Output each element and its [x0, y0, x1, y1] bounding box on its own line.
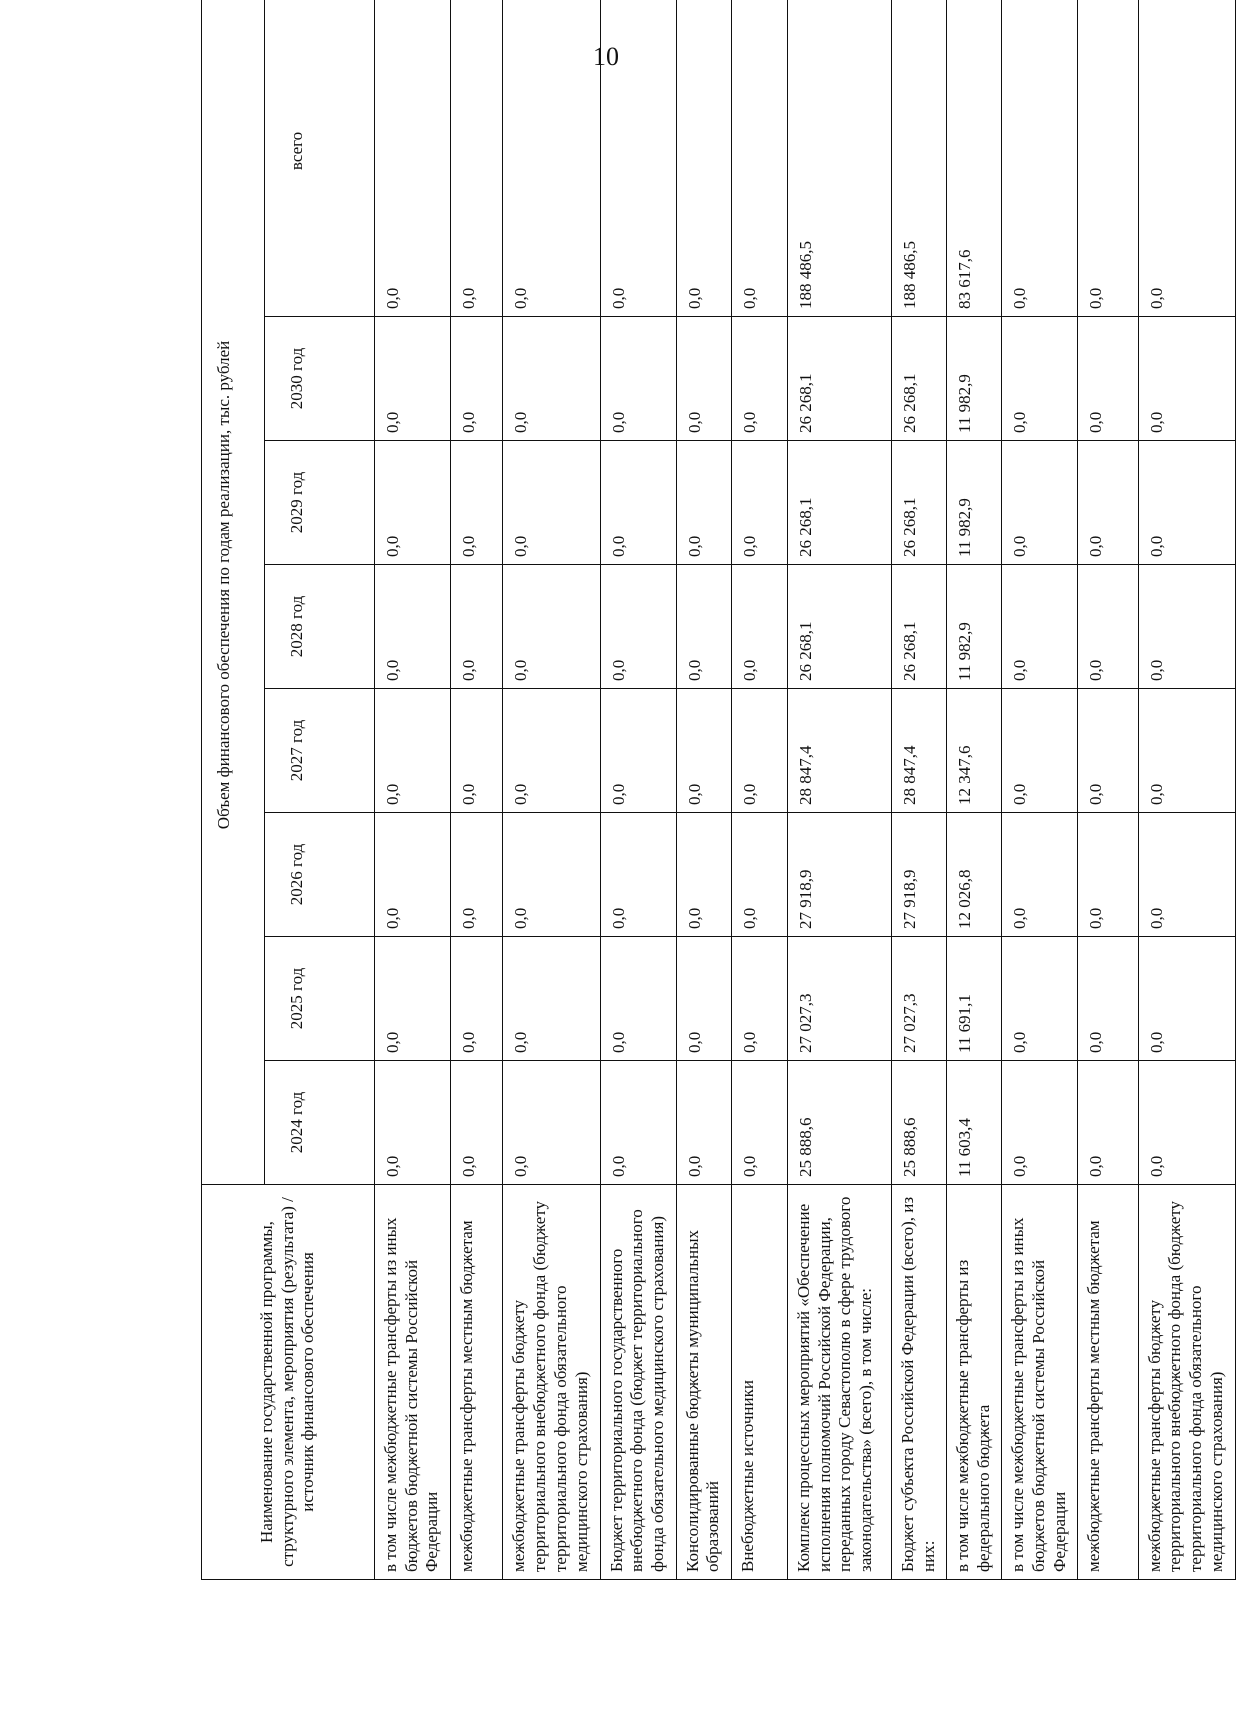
year-header: 2029 год: [265, 441, 375, 565]
table-row: [451, 0, 503, 1580]
value-cell: 0,0: [676, 689, 731, 813]
value-cell: 26 268,1: [892, 441, 947, 565]
value-cell: 28 847,4: [892, 689, 947, 813]
value-cell: 11 691,1: [947, 937, 1002, 1061]
row-name-cell: межбюджетные трансферты местным бюджетам: [451, 1185, 503, 1580]
table-row: [947, 0, 1002, 1580]
value-cell: 0,0: [1138, 937, 1235, 1061]
value-cell: 0,0: [1078, 1061, 1138, 1185]
year-header: 2027 год: [265, 689, 375, 813]
value-cell: 0,0: [451, 317, 503, 441]
value-cell: 0,0: [503, 565, 600, 689]
value-cell: 0,0: [1002, 1061, 1078, 1185]
value-cell: 0,0: [731, 0, 787, 317]
value-cell: 25 888,6: [787, 1061, 892, 1185]
value-cell: 0,0: [676, 937, 731, 1061]
value-cell: 0,0: [503, 937, 600, 1061]
table-row: [503, 0, 600, 1580]
value-cell: 12 026,8: [947, 813, 1002, 937]
value-cell: 25 888,6: [892, 1061, 947, 1185]
table-body: [375, 0, 1236, 1580]
row-name-cell: Консолидированные бюджеты муниципальных образований: [676, 1185, 731, 1580]
value-cell: 0,0: [1138, 1061, 1235, 1185]
value-cell: 0,0: [676, 441, 731, 565]
value-cell: 26 268,1: [892, 565, 947, 689]
value-cell: 0,0: [731, 317, 787, 441]
table-row: [892, 0, 947, 1580]
row-name-cell: Комплекс процессных мероприятий «Обеспечение исполнения полномочий Российской Федерации, переданных городу Севастополю в сфере трудового законодательства» (всего), в том числе:: [787, 1185, 892, 1580]
value-cell: 0,0: [731, 689, 787, 813]
page-number: 10: [593, 42, 619, 71]
value-cell: 0,0: [1138, 813, 1235, 937]
value-cell: 0,0: [375, 937, 451, 1061]
value-cell: 0,0: [503, 317, 600, 441]
name-column-header: Наименование государственной программы, структурного элемента, мероприятия (результата) / источник финансового обеспечения: [202, 1185, 375, 1580]
value-cell: 0,0: [1002, 0, 1078, 317]
table-row: [1002, 0, 1078, 1580]
value-cell: 0,0: [375, 565, 451, 689]
value-cell: 0,0: [1002, 317, 1078, 441]
value-cell: 188 486,5: [787, 0, 892, 317]
row-name-cell: в том числе межбюджетные трансферты из федерального бюджета: [947, 1185, 1002, 1580]
row-name-cell: Бюджет субъекта Российской Федерации (всего), из них:: [892, 1185, 947, 1580]
value-cell: 0,0: [731, 565, 787, 689]
table-row: [375, 0, 451, 1580]
year-header: 2025 год: [265, 937, 375, 1061]
value-cell: 0,0: [451, 565, 503, 689]
value-cell: 0,0: [600, 317, 676, 441]
row-name-cell: межбюджетные трансферты бюджету территориального внебюджетного фонда (бюджету территориального фонда обязательного медицинского страхования): [1138, 1185, 1235, 1580]
value-cell: 0,0: [600, 441, 676, 565]
value-cell: 0,0: [1138, 441, 1235, 565]
value-cell: 0,0: [1002, 813, 1078, 937]
value-cell: 0,0: [1002, 565, 1078, 689]
value-cell: 0,0: [375, 0, 451, 317]
value-cell: 26 268,1: [787, 317, 892, 441]
value-cell: 0,0: [451, 0, 503, 317]
value-cell: 0,0: [375, 1061, 451, 1185]
value-cell: 27 027,3: [892, 937, 947, 1061]
financing-table: [201, 0, 1236, 1580]
value-cell: 0,0: [451, 813, 503, 937]
value-cell: 27 918,9: [892, 813, 947, 937]
value-cell: 0,0: [503, 689, 600, 813]
value-cell: 0,0: [1078, 937, 1138, 1061]
value-cell: 26 268,1: [892, 317, 947, 441]
value-cell: 0,0: [1078, 689, 1138, 813]
value-cell: 12 347,6: [947, 689, 1002, 813]
value-cell: 0,0: [600, 937, 676, 1061]
value-cell: 83 617,6: [947, 0, 1002, 317]
value-cell: 0,0: [1078, 317, 1138, 441]
value-cell: 188 486,5: [892, 0, 947, 317]
year-header: 2026 год: [265, 813, 375, 937]
row-name-cell: в том числе межбюджетные трансферты из иных бюджетов бюджетной системы Российской Федерации: [1002, 1185, 1078, 1580]
row-name-cell: в том числе межбюджетные трансферты из иных бюджетов бюджетной системы Российской Федерации: [375, 1185, 451, 1580]
value-cell: 0,0: [1002, 689, 1078, 813]
value-cell: 0,0: [1138, 689, 1235, 813]
value-cell: 0,0: [731, 1061, 787, 1185]
value-cell: 0,0: [1078, 565, 1138, 689]
table-row: [731, 0, 787, 1580]
value-cell: 0,0: [676, 317, 731, 441]
value-cell: 0,0: [731, 813, 787, 937]
rotated-table-wrapper: [201, 86, 1236, 1580]
year-header: 2028 год: [265, 565, 375, 689]
value-cell: 0,0: [375, 441, 451, 565]
year-header: 2024 год: [265, 1061, 375, 1185]
value-cell: 11 603,4: [947, 1061, 1002, 1185]
value-cell: 0,0: [503, 1061, 600, 1185]
value-cell: 0,0: [676, 0, 731, 317]
year-header: всего: [265, 0, 375, 317]
value-cell: 0,0: [1078, 441, 1138, 565]
value-cell: 0,0: [451, 1061, 503, 1185]
value-cell: 27 918,9: [787, 813, 892, 937]
row-name-cell: межбюджетные трансферты местным бюджетам: [1078, 1185, 1138, 1580]
value-cell: 11 982,9: [947, 441, 1002, 565]
table-row: [600, 0, 676, 1580]
row-name-cell: Бюджет территориального государственного внебюджетного фонда (бюджет территориального фонда обязательного медицинского страхования): [600, 1185, 676, 1580]
value-cell: 0,0: [676, 813, 731, 937]
value-cell: 0,0: [1078, 0, 1138, 317]
value-cell: 0,0: [600, 0, 676, 317]
value-cell: 0,0: [1138, 317, 1235, 441]
value-cell: 0,0: [503, 0, 600, 317]
row-name-cell: Внебюджетные источники: [731, 1185, 787, 1580]
value-cell: 0,0: [600, 689, 676, 813]
value-cell: 11 982,9: [947, 317, 1002, 441]
value-cell: 0,0: [503, 813, 600, 937]
value-cell: 0,0: [1138, 0, 1235, 317]
value-cell: 0,0: [600, 565, 676, 689]
value-cell: 0,0: [676, 565, 731, 689]
row-name-cell: межбюджетные трансферты бюджету территориального внебюджетного фонда (бюджету территориального фонда обязательного медицинского страхования): [503, 1185, 600, 1580]
financing-volume-header: Объем финансового обеспечения по годам реализации, тыс. рублей: [202, 0, 265, 1185]
value-cell: 0,0: [731, 441, 787, 565]
value-cell: 0,0: [451, 441, 503, 565]
table-row: [1078, 0, 1138, 1580]
value-cell: 27 027,3: [787, 937, 892, 1061]
table-row: [787, 0, 892, 1580]
table-row: [1138, 0, 1235, 1580]
value-cell: 0,0: [375, 689, 451, 813]
value-cell: 0,0: [1138, 565, 1235, 689]
value-cell: 0,0: [375, 813, 451, 937]
value-cell: 11 982,9: [947, 565, 1002, 689]
value-cell: 0,0: [451, 689, 503, 813]
value-cell: 28 847,4: [787, 689, 892, 813]
value-cell: 26 268,1: [787, 565, 892, 689]
table-row: [676, 0, 731, 1580]
value-cell: 0,0: [1078, 813, 1138, 937]
value-cell: 0,0: [1002, 937, 1078, 1061]
value-cell: 0,0: [600, 1061, 676, 1185]
value-cell: 0,0: [600, 813, 676, 937]
value-cell: 0,0: [1002, 441, 1078, 565]
year-header: 2030 год: [265, 317, 375, 441]
value-cell: 26 268,1: [787, 441, 892, 565]
value-cell: 0,0: [451, 937, 503, 1061]
value-cell: 0,0: [375, 317, 451, 441]
value-cell: 0,0: [503, 441, 600, 565]
value-cell: 0,0: [676, 1061, 731, 1185]
value-cell: 0,0: [731, 937, 787, 1061]
